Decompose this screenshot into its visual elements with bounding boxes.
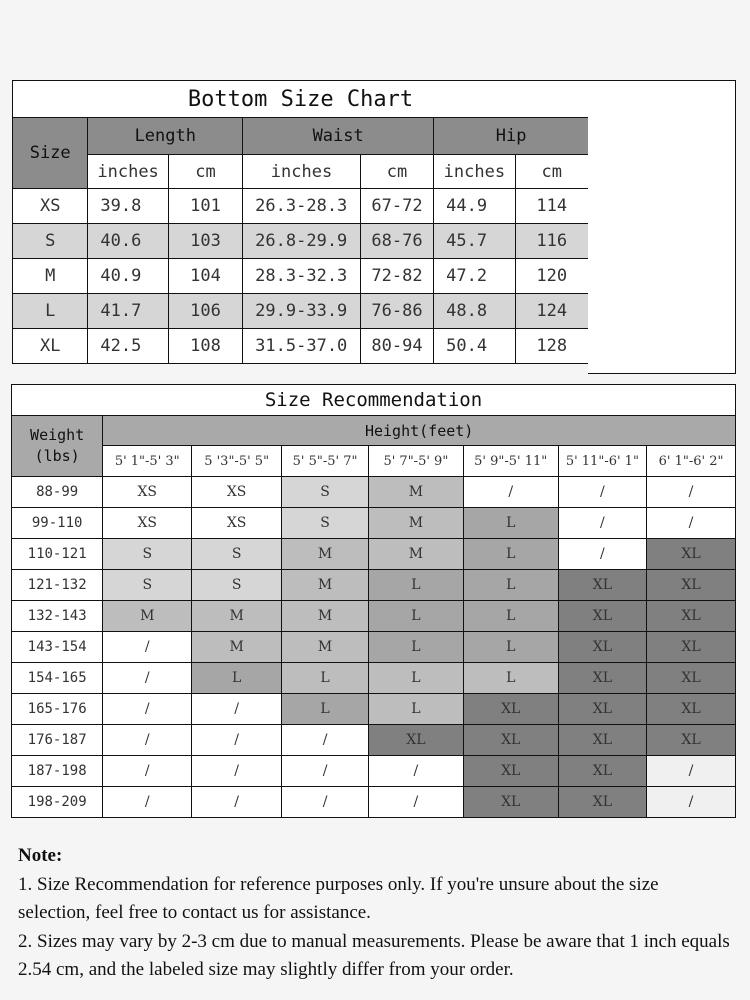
height-range-header: 5 '3"-5' 5" — [192, 446, 282, 477]
recommended-size-cell: S — [192, 570, 282, 601]
recommended-size-cell: XL — [463, 694, 558, 725]
recommendation-row — [12, 508, 736, 539]
measurement-cell: 26.8-29.9 — [243, 224, 361, 259]
measurement-cell: 114 — [515, 189, 588, 224]
recommendation-title: Size Recommendation — [12, 385, 736, 416]
measurement-cell: 124 — [515, 294, 588, 329]
size-recommendation-table — [11, 384, 736, 818]
measurement-cell: 67-72 — [360, 189, 433, 224]
measurement-cell: 39.8 — [88, 189, 168, 224]
recommendation-row — [12, 601, 736, 632]
length-header: Length — [88, 118, 243, 155]
recommendation-row — [12, 632, 736, 663]
recommended-size-cell: / — [192, 787, 282, 818]
recommended-size-cell: S — [103, 570, 192, 601]
weight-cell: 110-121 — [12, 539, 103, 570]
recommendation-row — [12, 725, 736, 756]
measurement-cell: 76-86 — [360, 294, 433, 329]
recommended-size-cell: L — [463, 508, 558, 539]
recommended-size-cell: XL — [558, 787, 646, 818]
size-cell: M — [13, 259, 88, 294]
recommended-size-cell: M — [369, 508, 464, 539]
recommended-size-cell: / — [558, 477, 646, 508]
recommended-size-cell: XL — [369, 725, 464, 756]
recommended-size-cell: XS — [103, 508, 192, 539]
recommended-size-cell: M — [192, 601, 282, 632]
recommended-size-cell: / — [282, 787, 369, 818]
size-row — [13, 189, 589, 224]
recommended-size-cell: / — [103, 632, 192, 663]
weight-cell: 121-132 — [12, 570, 103, 601]
weight-header — [12, 416, 103, 477]
size-row — [13, 329, 589, 364]
weight-cell: 143-154 — [12, 632, 103, 663]
recommended-size-cell: / — [558, 508, 646, 539]
unit-label: cm — [515, 155, 588, 189]
size-row — [13, 259, 589, 294]
weight-cell: 176-187 — [12, 725, 103, 756]
recommended-size-cell: S — [103, 539, 192, 570]
recommended-size-cell: XL — [647, 663, 736, 694]
blank-side-panel — [588, 80, 736, 374]
recommended-size-cell: XL — [647, 570, 736, 601]
weight-cell: 132-143 — [12, 601, 103, 632]
recommended-size-cell: M — [369, 477, 464, 508]
recommended-size-cell: L — [282, 694, 369, 725]
measurement-cell: 26.3-28.3 — [243, 189, 361, 224]
recommended-size-cell: L — [463, 663, 558, 694]
recommended-size-cell: L — [192, 663, 282, 694]
recommended-size-cell: / — [103, 787, 192, 818]
recommended-size-cell: M — [103, 601, 192, 632]
weight-header-unit: (lbs) — [34, 447, 80, 465]
weight-cell: 165-176 — [12, 694, 103, 725]
height-range-header: 5' 9"-5' 11" — [463, 446, 558, 477]
notes-title: Note: — [18, 845, 63, 866]
recommended-size-cell: / — [558, 539, 646, 570]
measurement-cell: 31.5-37.0 — [243, 329, 361, 364]
recommended-size-cell: XL — [558, 601, 646, 632]
recommended-size-cell: L — [282, 663, 369, 694]
weight-header-label: Weight — [30, 426, 85, 444]
recommended-size-cell: L — [463, 632, 558, 663]
recommended-size-cell: XL — [463, 725, 558, 756]
recommendation-row — [12, 477, 736, 508]
recommended-size-cell: L — [369, 570, 464, 601]
weight-cell: 88-99 — [12, 477, 103, 508]
height-range-header: 5' 1"-5' 3" — [103, 446, 192, 477]
recommended-size-cell: XS — [103, 477, 192, 508]
measurement-cell: 40.9 — [88, 259, 168, 294]
weight-cell: 187-198 — [12, 756, 103, 787]
recommended-size-cell: XL — [558, 570, 646, 601]
recommended-size-cell: / — [192, 725, 282, 756]
height-range-header: 5' 5"-5' 7" — [282, 446, 369, 477]
recommended-size-cell: / — [103, 725, 192, 756]
recommended-size-cell: XL — [647, 725, 736, 756]
measurement-cell: 116 — [515, 224, 588, 259]
measurement-cell: 120 — [515, 259, 588, 294]
recommended-size-cell: / — [647, 756, 736, 787]
height-header: Height(feet) — [103, 416, 736, 446]
height-range-header: 6' 1"-6' 2" — [647, 446, 736, 477]
recommended-size-cell: M — [369, 539, 464, 570]
hip-header: Hip — [434, 118, 589, 155]
unit-label: cm — [360, 155, 433, 189]
unit-label: cm — [168, 155, 242, 189]
measurement-cell: 41.7 — [88, 294, 168, 329]
recommended-size-cell: / — [192, 756, 282, 787]
recommended-size-cell: XS — [192, 477, 282, 508]
recommended-size-cell: / — [103, 663, 192, 694]
size-chart-title: Bottom Size Chart — [13, 81, 589, 118]
measurement-cell: 104 — [168, 259, 242, 294]
recommendation-row — [12, 787, 736, 818]
measurement-cell: 108 — [168, 329, 242, 364]
recommended-size-cell: / — [103, 694, 192, 725]
recommended-size-cell: XL — [558, 632, 646, 663]
recommendation-row — [12, 539, 736, 570]
recommended-size-cell: XL — [463, 787, 558, 818]
measurement-cell: 72-82 — [360, 259, 433, 294]
recommended-size-cell: M — [282, 632, 369, 663]
recommended-size-cell: / — [647, 477, 736, 508]
recommended-size-cell: S — [282, 477, 369, 508]
measurement-cell: 47.2 — [434, 259, 515, 294]
note-line-1: 1. Size Recommendation for reference purposes only. If you're unsure about the size selection, feel free to contact us for assistance. — [18, 873, 659, 923]
measurement-cell: 80-94 — [360, 329, 433, 364]
measurement-cell: 40.6 — [88, 224, 168, 259]
measurement-cell: 101 — [168, 189, 242, 224]
recommended-size-cell: XL — [558, 725, 646, 756]
measurement-cell: 103 — [168, 224, 242, 259]
recommended-size-cell: / — [103, 756, 192, 787]
measurement-cell: 28.3-32.3 — [243, 259, 361, 294]
recommended-size-cell: XL — [647, 632, 736, 663]
measurement-cell: 50.4 — [434, 329, 515, 364]
recommended-size-cell: S — [192, 539, 282, 570]
recommendation-row — [12, 694, 736, 725]
recommended-size-cell: M — [282, 601, 369, 632]
measurement-cell: 68-76 — [360, 224, 433, 259]
measurement-cell: 29.9-33.9 — [243, 294, 361, 329]
recommended-size-cell: / — [647, 508, 736, 539]
recommended-size-cell: / — [282, 756, 369, 787]
measurement-cell: 45.7 — [434, 224, 515, 259]
recommended-size-cell: L — [369, 632, 464, 663]
size-row — [13, 294, 589, 329]
recommendation-row — [12, 663, 736, 694]
notes-section — [18, 842, 733, 985]
recommended-size-cell: L — [369, 694, 464, 725]
recommended-size-cell: M — [282, 539, 369, 570]
note-line-2: 2. Sizes may vary by 2-3 cm due to manual measurements. Please be aware that 1 inch equals 2.54 cm, and the labeled size may slightly differ from your order. — [18, 930, 730, 980]
recommended-size-cell: XL — [647, 539, 736, 570]
size-cell: L — [13, 294, 88, 329]
recommended-size-cell: L — [463, 601, 558, 632]
recommended-size-cell: L — [369, 663, 464, 694]
measurement-cell: 42.5 — [88, 329, 168, 364]
recommended-size-cell: XL — [647, 601, 736, 632]
recommended-size-cell: L — [463, 539, 558, 570]
size-row — [13, 224, 589, 259]
height-range-header: 5' 7"-5' 9" — [369, 446, 464, 477]
recommended-size-cell: M — [192, 632, 282, 663]
size-cell: XL — [13, 329, 88, 364]
recommended-size-cell: / — [463, 477, 558, 508]
recommended-size-cell: S — [282, 508, 369, 539]
recommended-size-cell: L — [369, 601, 464, 632]
unit-label: inches — [434, 155, 515, 189]
recommended-size-cell: / — [282, 725, 369, 756]
recommended-size-cell: XL — [558, 694, 646, 725]
recommended-size-cell: XS — [192, 508, 282, 539]
recommended-size-cell: XL — [558, 663, 646, 694]
measurement-cell: 44.9 — [434, 189, 515, 224]
weight-cell: 198-209 — [12, 787, 103, 818]
measurement-cell: 48.8 — [434, 294, 515, 329]
weight-cell: 154-165 — [12, 663, 103, 694]
size-cell: S — [13, 224, 88, 259]
recommended-size-cell: / — [369, 756, 464, 787]
unit-label: inches — [88, 155, 168, 189]
waist-header: Waist — [243, 118, 434, 155]
recommendation-row — [12, 570, 736, 601]
size-cell: XS — [13, 189, 88, 224]
measurement-cell: 128 — [515, 329, 588, 364]
recommended-size-cell: / — [369, 787, 464, 818]
weight-cell: 99-110 — [12, 508, 103, 539]
bottom-size-chart — [12, 80, 589, 364]
recommended-size-cell: / — [647, 787, 736, 818]
recommended-size-cell: / — [192, 694, 282, 725]
recommended-size-cell: XL — [463, 756, 558, 787]
recommended-size-cell: L — [463, 570, 558, 601]
size-column-header: Size — [13, 118, 88, 189]
recommended-size-cell: M — [282, 570, 369, 601]
height-range-header: 5' 11"-6' 1" — [558, 446, 646, 477]
measurement-cell: 106 — [168, 294, 242, 329]
recommended-size-cell: XL — [647, 694, 736, 725]
recommendation-row — [12, 756, 736, 787]
unit-label: inches — [243, 155, 361, 189]
recommended-size-cell: XL — [558, 756, 646, 787]
